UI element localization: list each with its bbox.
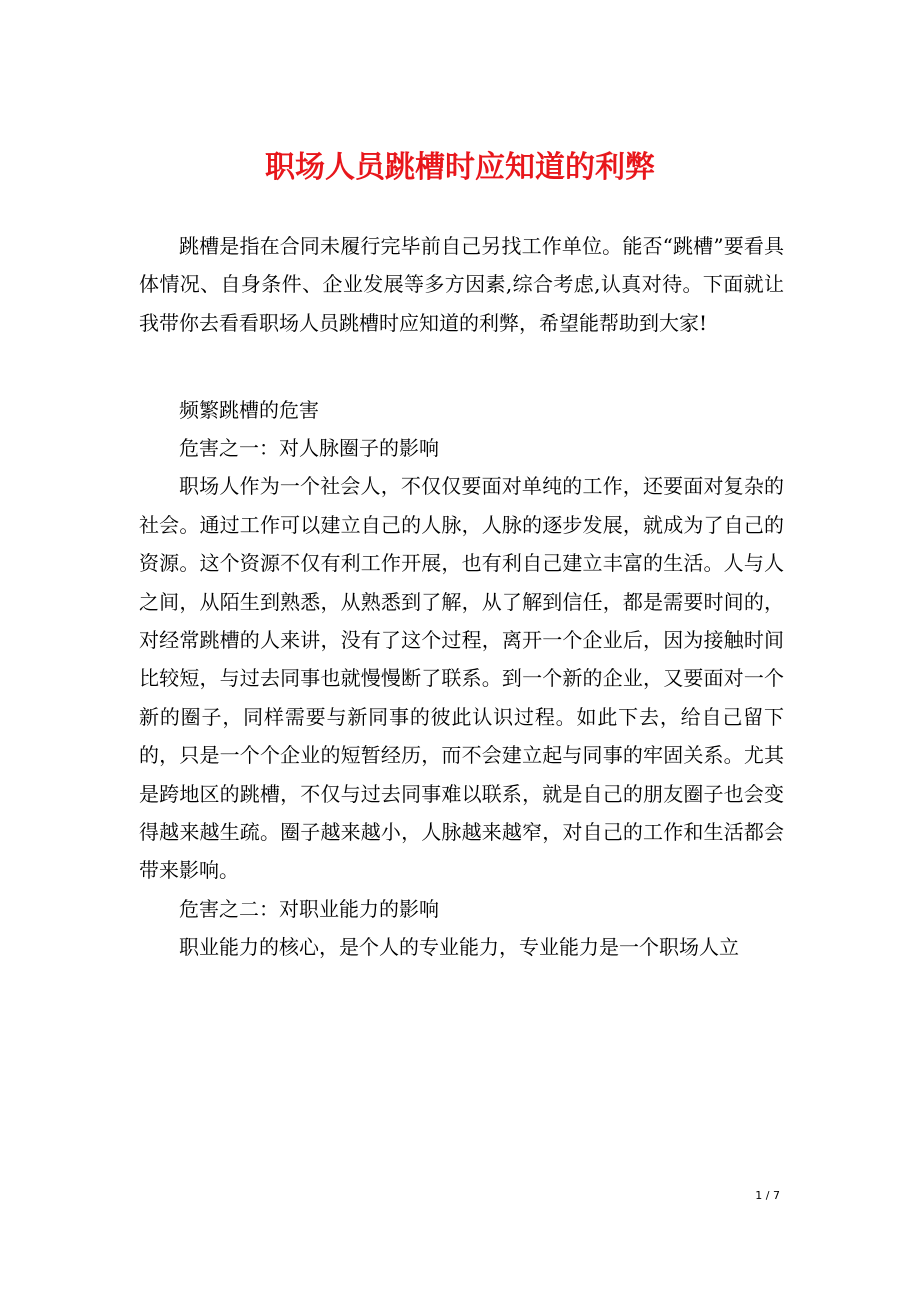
document-title: 职场人员跳槽时应知道的利弊 [265, 150, 655, 185]
harm1-heading: 危害之一：对人脉圈子的影响 [179, 436, 439, 461]
paragraph-gap [139, 381, 784, 391]
paragraph-gap [139, 342, 784, 380]
section-heading: 频繁跳槽的危害 [179, 397, 319, 422]
intro-paragraph: 跳槽是指在合同未履行完毕前自己另找工作单位。能否“跳槽”要看具体情况、自身条件、企业发展等多方因素,综合考虑,认真对待。下面就让我带你去看看职场人员跳槽时应知道的利弊，希望能帮助到大家! [139, 234, 784, 335]
document-body [139, 227, 784, 967]
harm2-heading: 危害之二：对职业能力的影响 [179, 896, 439, 921]
page-number: 1 / 7 [755, 1189, 780, 1202]
harm1-paragraph: 职场人作为一个社会人，不仅仅要面对单纯的工作，还要面对复杂的社会。通过工作可以建立自己的人脉，人脉的逐步发展，就成为了自己的资源。这个资源不仅有利工作开展，也有利自己建立丰富的生活。人与人之间，从陌生到熟悉，从熟悉到了解，从了解到信任，都是需要时间的，对经常跳槽的人来讲，没有了这个过程，离开一个企业后，因为接触时间比较短，与过去同事也就慢慢断了联系。到一个新的企业，又要面对一个新的圈子，同样需要与新同事的彼此认识过程。如此下去，给自己留下的，只是一个个企业的短暂经历，而不会建立起与同事的牢固关系。尤其是跨地区的跳槽，不仅与过去同事难以联系，就是自己的朋友圈子也会变得越来越生疏。圈子越来越小，人脉越来越窄，对自己的工作和生活都会带来影响。 [139, 474, 784, 883]
harm2-paragraph: 职业能力的核心，是个人的专业能力，专业能力是一个职场人立 [179, 935, 739, 960]
